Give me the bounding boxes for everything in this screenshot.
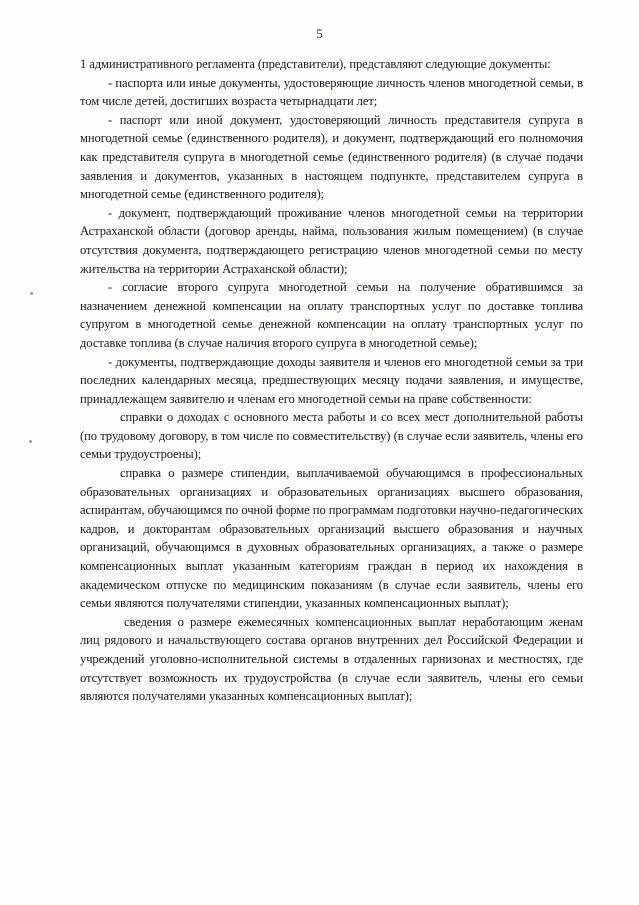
- paragraph-representative-passport: - паспорт или иной документ, удостоверяющий личность представителя супруга в многодетной семье (единственного родителя), и документ, подтверждающий его полномочия как представителя супруга в многодетной семье (единственного родителя) (в случае подачи заявления и документов, указанных в настоящем подпункте, представителем супруга в многодетной семье (единственного родителя);: [80, 112, 583, 202]
- paragraph-compensation-info: сведения о размере ежемесячных компенсационных выплат неработающим женам лиц рядового и начальствующего состава органов внутренних дел Российской Федерации и учреждений уголовно-исполнительной системы в отдаленных гарнизонах и местностях, где отсутствует возможность их трудоустройства (в случае если заявитель, члены его семьи являются получателями указанных компенсационных выплат);: [80, 614, 583, 704]
- document-body: [80, 55, 583, 706]
- page-number: 5: [316, 26, 323, 41]
- paragraph-intro: 1 административного регламента (представители), представляют следующие документы:: [80, 57, 551, 71]
- scan-speck: [29, 440, 32, 443]
- scan-speck: [30, 292, 33, 295]
- paragraph-passports: - паспорта или иные документы, удостоверяющие личность членов многодетной семьи, в том числе детей, достигших возраста четырнадцати лет;: [80, 75, 583, 109]
- paragraph-income-documents: - документы, подтверждающие доходы заявителя и членов его многодетной семьи за три последних календарных месяца, предшествующих месяцу подачи заявления, и имуществе, принадлежащем заявителю и членам его многодетной семьи на праве собственности:: [80, 354, 583, 406]
- paragraph-income-certificates: справки о доходах с основного места работы и со всех мест дополнительной работы (по трудовому договору, в том числе по совместительству) (в случае если заявитель, члены его семьи трудоустроены);: [80, 410, 583, 462]
- paragraph-scholarship-certificate: справка о размере стипендии, выплачиваемой обучающимся в профессиональных образовательных организациях и образовательных организациях высшего образования, аспирантам, обучающимся по очной форме по программам подготовки научно-педагогических кадров, и докторантам образовательных организаций высшего образования и научных организаций, обучающимся в духовных образовательных организациях, а также о размере компенсационных выплат указанным категориям граждан в период их нахождения в академическом отпуске по медицинским показаниям (в случае если заявитель, члены его семьи являются получателями стипендии, указанных компенсационных выплат);: [80, 466, 583, 611]
- paragraph-residence-document: - документ, подтверждающий проживание членов многодетной семьи на территории Астраханской области (договор аренды, найма, пользования жилым помещением) (в случае отсутствия документа, подтверждающего регистрацию членов многодетной семьи по месту жительства на территории Астраханской области);: [80, 205, 583, 276]
- paragraph-spouse-consent: - согласие второго супруга многодетной семьи на получение обратившимся за назначением денежной компенсации на оплату транспортных услуг по доставке топлива супругом в многодетной семье денежной компенсации на оплату транспортных услуг по доставке топлива (в случае наличия второго супруга в многодетной семье);: [80, 280, 583, 350]
